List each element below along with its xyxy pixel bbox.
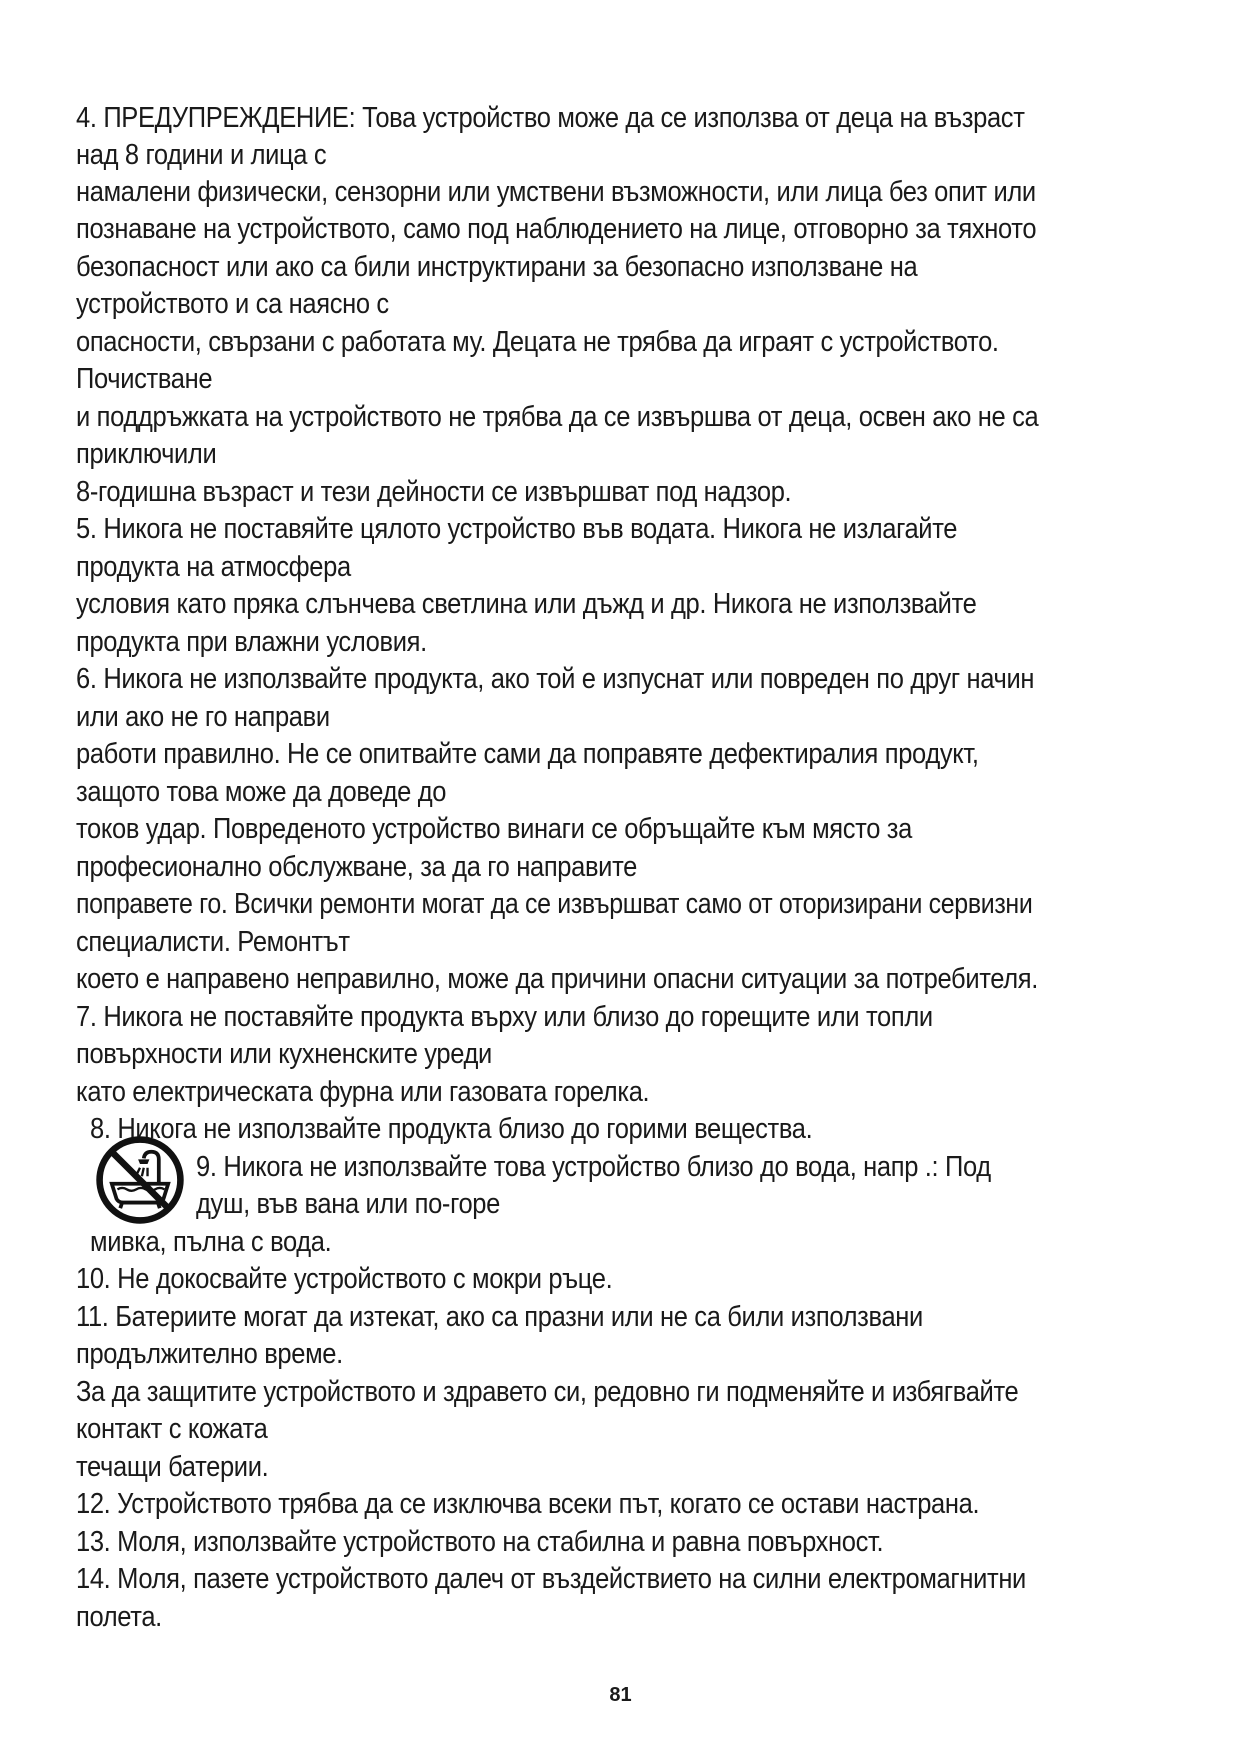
- text-line: течащи батерии.: [76, 1451, 269, 1483]
- text-line: защото това може да доведе до: [76, 776, 447, 808]
- text-line: 12. Устройството трябва да се изключва всеки път, когато се остави настрана.: [76, 1488, 980, 1520]
- text-line: токов удар. Повреденото устройство винаги се обръщайте към място за: [76, 813, 912, 845]
- text-line: и поддръжката на устройството не трябва да се извършва от деца, освен ако не са: [76, 401, 1039, 433]
- text-line: продукта при влажни условия.: [76, 626, 427, 658]
- text-line: 5. Никога не поставяйте цялото устройство във водата. Никога не излагайте: [76, 513, 958, 545]
- text-line: над 8 години и лица с: [76, 139, 327, 171]
- text-line: като електрическата фурна или газовата горелка.: [76, 1076, 650, 1108]
- text-line: което е направено неправилно, може да причини опасни ситуации за потребителя.: [76, 963, 1039, 995]
- text-line: повърхности или кухненските уреди: [76, 1038, 492, 1070]
- text-line: професионално обслужване, за да го направите: [76, 851, 637, 883]
- text-line: намалени физически, сензорни или умствени възможности, или лица без опит или: [76, 176, 1036, 208]
- text-line: полета.: [76, 1601, 162, 1633]
- text-line: продължително време.: [76, 1338, 343, 1370]
- text-line: За да защитите устройството и здравето си, редовно ги подменяйте и избягвайте: [76, 1376, 1019, 1408]
- text-line: 11. Батериите могат да изтекат, ако са празни или не са били използвани: [76, 1301, 923, 1333]
- text-line: приключили: [76, 438, 217, 470]
- text-line: опасности, свързани с работата му. Децата не трябва да играят с устройството.: [76, 326, 999, 358]
- text-line: устройството и са наясно с: [76, 288, 389, 320]
- text-line: 14. Моля, пазете устройството далеч от въздействието на силни електромагнитни: [76, 1563, 1026, 1595]
- text-line: безопасност или ако са били инструктирани за безопасно използване на: [76, 251, 918, 283]
- text-line: Почистване: [76, 363, 213, 395]
- text-line: 4. ПРЕДУПРЕЖДЕНИЕ: Това устройство може да се използва от деца на възраст: [76, 102, 1025, 134]
- text-line: 9. Никога не използвайте това устройство близо до вода, напр .: Под: [196, 1151, 991, 1183]
- text-line: 6. Никога не използвайте продукта, ако той е изпуснат или повреден по друг начин: [76, 663, 1035, 695]
- text-line: мивка, пълна с вода.: [90, 1226, 332, 1258]
- text-line: 8. Никога не използвайте продукта близо до горими вещества.: [90, 1113, 813, 1145]
- text-line: 10. Не докосвайте устройството с мокри ръце.: [76, 1263, 613, 1295]
- text-line: продукта на атмосфера: [76, 551, 351, 583]
- no-water-bath-icon: [93, 1133, 187, 1227]
- text-line: 8-годишна възраст и тези дейности се извършват под надзор.: [76, 476, 792, 508]
- page-number: 81: [609, 1684, 632, 1706]
- text-line: условия като пряка слънчева светлина или дъжд и др. Никога не използвайте: [76, 588, 977, 620]
- text-line: поправете го. Всички ремонти могат да се извършват само от оторизирани сервизни: [76, 888, 1033, 920]
- text-line: работи правилно. Не се опитвайте сами да поправяте дефектиралия продукт,: [76, 738, 979, 770]
- text-line: познаване на устройството, само под наблюдението на лице, отговорно за тяхното: [76, 213, 1037, 245]
- text-line: контакт с кожата: [76, 1413, 268, 1445]
- text-line: 7. Никога не поставяйте продукта върху или близо до горещите или топли: [76, 1001, 933, 1033]
- text-line: 13. Моля, използвайте устройството на стабилна и равна повърхност.: [76, 1526, 884, 1558]
- text-line: душ, във вана или по-горе: [196, 1188, 500, 1220]
- text-line: специалисти. Ремонтът: [76, 926, 350, 958]
- text-line: или ако не го направи: [76, 701, 330, 733]
